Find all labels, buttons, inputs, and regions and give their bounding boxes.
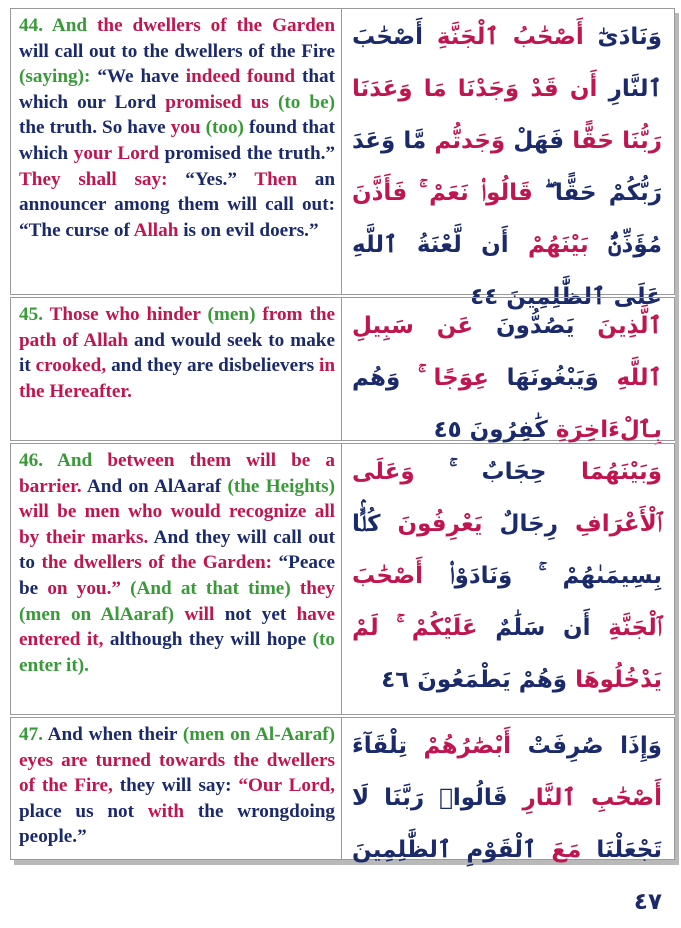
english-text-segment: Then	[254, 168, 315, 190]
english-translation	[19, 13, 335, 243]
english-text-segment: the dwellers of the Fire,	[19, 749, 335, 797]
arabic-text-segment: أَصْحَٰبَ ٱلنَّارِ	[352, 24, 663, 102]
english-text-segment: not yet	[224, 603, 297, 625]
arabic-text-segment: كَٰفِرُونَ ٤٥	[433, 417, 548, 443]
english-text-segment: found that which	[19, 117, 336, 164]
english-text-segment: And on AlAaraf	[86, 475, 228, 497]
english-text-segment: from the path of	[19, 304, 336, 351]
english-text-segment: the dwellers of the Garden	[97, 15, 335, 36]
arabic-text-segment: أَصْحَٰبَ ٱلْجَنَّةِ	[352, 563, 662, 641]
verse-row-44	[10, 8, 675, 310]
english-text-segment: in the Hereafter.	[19, 355, 335, 402]
english-text-segment: that which our Lord	[19, 66, 335, 113]
arabic-text	[341, 444, 674, 714]
arabic-text-segment: يَعْرِفُونَ	[380, 511, 483, 537]
english-text-segment: (to enter it).	[19, 629, 335, 676]
arabic-text-segment: فَأَذَّنَ	[352, 180, 408, 206]
english-translation	[19, 722, 335, 850]
english-text-segment: have entered it,	[19, 603, 336, 651]
english-text-segment: (saying):	[19, 66, 98, 88]
arabic-text-segment: ٱلَّذِينَ	[574, 313, 662, 339]
arabic-text-segment: يَصُدُّونَ	[473, 313, 575, 339]
arabic-text-segment: عَن سَبِيلِ ٱللَّهِ	[352, 313, 662, 391]
arabic-text-segment: حِجَابٌ ۚ	[414, 459, 547, 485]
arabic-text-segment: وَهُمْ يَطْمَعُونَ ٤٦	[381, 667, 568, 693]
english-text-segment: They shall say:	[19, 168, 186, 190]
arabic-text-segment: وَهُم	[352, 365, 401, 391]
english-text-segment: the truth. So have	[19, 117, 171, 139]
arabic-text-segment: وَنَادَىٰٓ	[583, 24, 662, 50]
english-text-segment: although they will hope	[109, 629, 313, 651]
english-text-segment: the dwellers of the Garden:	[41, 552, 279, 574]
english-text-segment: you	[170, 117, 206, 139]
verse-row-46	[10, 443, 675, 715]
arabic-text-segment: وَعَلَى ٱلْأَعْرَافِ	[352, 459, 662, 537]
arabic-text-segment: قَالُوا۟ نَعَمْ ۚ	[407, 180, 533, 206]
english-text-segment: (men)	[207, 304, 263, 325]
arabic-text-segment: وَنَادَوْا۟	[423, 563, 513, 589]
arabic-text	[341, 718, 674, 915]
arabic-text-segment: مُؤَذِّنٌۢ	[588, 232, 663, 258]
english-text-segment: 45.	[19, 304, 50, 325]
english-text-segment: (men on AlAaraf)	[19, 603, 185, 625]
english-translation	[19, 448, 335, 678]
english-text-segment: (the Heights)	[227, 475, 335, 497]
english-text-segment: promised us	[165, 91, 278, 113]
arabic-text-segment: رَبُّنَا حَقًّا	[564, 128, 663, 154]
english-text-segment: And	[51, 15, 98, 36]
arabic-text-segment: قَالُوا۟ رَبَّنَا	[369, 785, 508, 811]
english-text-segment: recognize all by their marks.	[19, 501, 336, 548]
english-text-segment: 47.	[19, 724, 48, 745]
english-text-segment: (too)	[205, 117, 249, 139]
verse-row-47	[10, 717, 675, 915]
english-text-segment: an announcer among them will call out: “The curse of	[19, 168, 335, 241]
english-text-segment: (to be)	[277, 91, 335, 113]
english-text-segment: is on evil doers.”	[183, 219, 319, 241]
english-text-segment: (And at that time)	[130, 577, 300, 599]
arabic-text-segment: أَن قَدْ وَجَدْنَا مَا وَعَدَنَا	[352, 76, 598, 102]
english-text-segment: and would seek to make it	[19, 329, 335, 377]
english-text-segment: And	[57, 450, 108, 471]
arabic-text-segment: وَجَدتُّم	[426, 128, 506, 154]
arabic-text-segment: ٱلْقَوْمِ ٱلظَّٰلِمِينَ ٤٧	[352, 837, 662, 915]
arabic-text-segment: وَبَيْنَهُمَا	[546, 459, 662, 485]
english-text-segment: on you.”	[47, 577, 131, 599]
english-text-segment: (men on Al-Aaraf)	[182, 724, 335, 745]
arabic-text-segment: أَن لَّعْنَةُ ٱللَّهِ عَلَى ٱلظَّٰلِمِينَ ٤٤	[352, 232, 662, 310]
english-text-segment: will call out to the dwellers of the Fire	[19, 40, 335, 62]
arabic-text-segment: وَيَبْغُونَهَا	[488, 365, 599, 391]
english-text-segment: “Yes.”	[185, 168, 255, 190]
english-text-segment: And they will call out to	[19, 526, 336, 574]
english-text-segment: crooked,	[35, 355, 112, 377]
english-text-segment: between them will be a barrier.	[19, 450, 335, 497]
arabic-text-segment: مَّا وَعَدَ رَبُّكُمْ حَقًّا ۖ	[352, 128, 662, 206]
english-text-segment: your Lord	[73, 142, 165, 164]
english-text-segment: they will say:	[119, 775, 239, 797]
english-text-segment: with	[147, 800, 198, 822]
arabic-text-segment: أَصْحَٰبِ ٱلنَّارِ	[507, 785, 662, 811]
english-translation	[19, 302, 335, 404]
arabic-text-segment: بِٱلْءَاخِرَةِ	[547, 417, 662, 443]
arabic-text	[341, 9, 674, 310]
arabic-text-segment: عِوَجًا ۚ	[400, 365, 489, 391]
english-text-segment: and they are disbelievers	[111, 355, 319, 377]
english-text-segment: 46.	[19, 450, 58, 471]
arabic-text-segment: كُلًّۢا بِسِيمَىٰهُمْ ۚ	[352, 511, 663, 589]
english-text-segment: promised the truth.”	[164, 142, 336, 164]
verse-row-45	[10, 297, 675, 441]
english-text-segment: indeed found	[185, 66, 302, 88]
arabic-text-segment: عَلَيْكُمْ ۚ	[378, 615, 478, 641]
english-text-segment: they	[299, 577, 336, 599]
arabic-text-segment: مَعَ	[536, 837, 582, 863]
arabic-text-segment: رِجَالٌ	[482, 511, 558, 537]
arabic-text	[341, 298, 674, 443]
english-text-segment: And when their	[47, 724, 183, 745]
english-text-segment: 44.	[19, 15, 52, 36]
arabic-text-segment: فَهَلْ	[505, 128, 565, 154]
arabic-text-segment: وَإِذَا صُرِفَتْ	[511, 733, 663, 759]
arabic-text-segment: لَمْ يَدْخُلُوهَا	[352, 615, 662, 693]
english-text-segment: “We have	[97, 66, 186, 88]
arabic-text-segment: أَن سَلَٰمٌ	[477, 615, 591, 641]
verse-table	[10, 8, 675, 915]
english-text-segment: Those who hinder	[49, 304, 208, 325]
english-text-segment: place us not	[19, 800, 148, 822]
arabic-text-segment: بَيْنَهُمْ	[508, 232, 589, 258]
english-text-segment: the wrongdoing people.”	[19, 800, 336, 848]
arabic-text-segment: أَصْحَٰبُ ٱلْجَنَّةِ	[423, 24, 584, 50]
arabic-text-segment: لَا تَجْعَلْنَا	[352, 785, 662, 863]
english-text-segment: “Peace be	[19, 552, 335, 599]
english-text-segment: Allah	[133, 219, 184, 241]
english-text-segment: will be men who would	[19, 501, 230, 523]
english-text-segment: eyes are turned towards	[19, 749, 234, 771]
arabic-text-segment: أَبْصَٰرُهُمْ	[406, 733, 512, 759]
english-text-segment: will	[184, 603, 225, 625]
arabic-text-segment: تِلْقَآءَ	[352, 733, 407, 759]
english-text-segment: “Our Lord,	[238, 775, 335, 797]
english-text-segment: Allah	[83, 329, 135, 351]
